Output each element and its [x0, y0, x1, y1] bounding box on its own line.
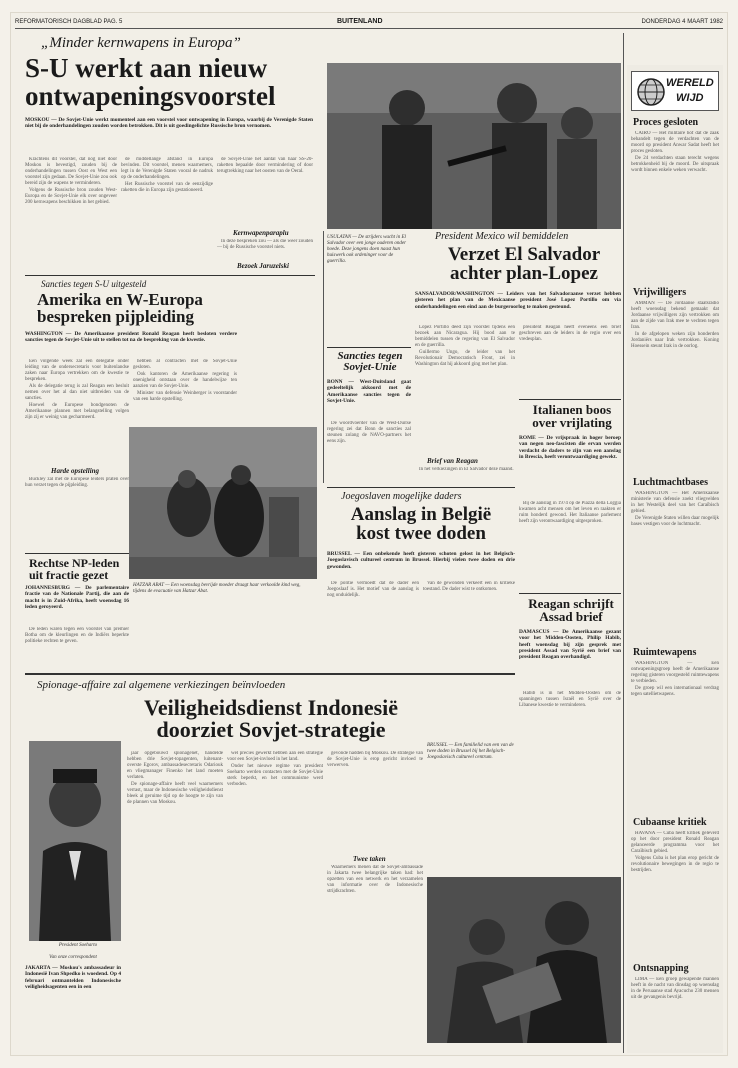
article8-body: Habib is in het Midden-Oosten om de spanningen tussen Israël en Syrië over de Libanese kwestie te verminderen.	[519, 691, 621, 708]
article9-photo-caption: President Soeharto	[58, 943, 98, 948]
article2-body-col1b: Buckley zal met de Europese leiders praten over hun verzet tegen de pijpleiding.	[25, 477, 129, 488]
article2-headline-line2: bespreken pijpleiding	[37, 307, 194, 327]
article4-lead: SANSALVADOR/WASHINGTON — Leiders van het Salvadoraanse verzet hebben gisteren het plan van de Mexicaanse president José Lopez Portillo om via onderhandelingen een eind aan de burgeroorlog te maken gesteund.	[415, 291, 621, 310]
wereldwijd-logo	[631, 71, 719, 111]
sidebar-wereldwijd	[627, 65, 723, 1053]
article6-lead: ROME — De vrijspraak in hoger beroep van negen neo-fascisten die ervan werden verdacht de daders te zijn van een aanslag in Brescia, heeft verontwaardiging gewekt.	[519, 435, 621, 460]
article1-subhead2: Bezoek Jaruzelski	[237, 262, 289, 270]
article7-body-col1: De politie vermoedt dat de dader een Joegoslaaf is. Het motief van de aanslag is nog onduidelijk.	[327, 581, 419, 598]
article4-body-col1b: In het verkiezingen in El Salvador deze maand.	[419, 467, 514, 472]
photo-soeharto	[29, 741, 121, 941]
article5-headline-line1: Sancties tegen	[337, 350, 403, 362]
photo-brussels-image	[427, 877, 621, 1043]
article7-headline-line2: kost twee doden	[356, 523, 486, 545]
masthead	[15, 15, 723, 29]
article9-body-col1: jaar opgebouwd spionagenet, handelde hebben drie Sovjet-topagenten, luitenant-overste Egorov, ambassadesecretaris Odariouk en vliegmanager Finenko het land moeten verlaten. De spionage-affaire heeft veel waarnemers verrast, maar de Indonesische veiligheidsdienst bleek al geruime tijd op de hoogte te zijn van de plannen van Moskou.	[127, 751, 223, 805]
article6-headline-line2: over vrijlating	[532, 415, 612, 431]
sidebar-item-text: AMMAN — De Jordaanse staatsradio heeft woensdag bekend gemaakt dat Jordaanse vrijwilligers zijn vertrokken om aan de zijde van Irak mee te vechten tegen Iran. In de afgelopen weken zijn honderden Jordaniërs naar Irak vertrokken. Koning Hoessein steunt Irak in de oorlog.	[631, 301, 719, 349]
masthead-left: REFORMATORISCH DAGBLAD PAG. 5	[15, 19, 123, 25]
article4-headline	[429, 245, 619, 284]
divider	[327, 347, 411, 348]
article7-headline-line1: Aanslag in België	[350, 504, 492, 525]
article3-headline-line2: uit fractie gezet	[29, 568, 109, 583]
article2-headline-line1: Amerika en W-Europa	[37, 290, 203, 309]
article1-body-col2: de middellange afstand in Europa bevinden. Dit voorstel, menen waarnemers, legt in de Verenigde Staten vooral de nadruk op de onderhandelingen. Het Russische voorstel van de eenzijdige raketten die in Europa zijn gestationeerd.	[121, 157, 213, 193]
article4-body-col1: Lopez Portillo deed zijn voorstel tijdens een bezoek aan Nicaragua. Hij bood aan te bemiddelen tussen de regering van El Salvador en de guerrilla. Guillermo Ungo, de leider van het Revolutionair Democratisch Front, zei in Washington dat hij akkoord ging met het plan.	[415, 325, 515, 367]
article7-body-col2: Van de gewonden verkeert een in kritieke toestand. De dader wist te ontkomen.	[423, 581, 515, 592]
article1-headline	[25, 55, 315, 110]
article5-body: De woordvoerder van de West-Duitse regering zei dat Bonn de sancties zal steunen zolang de NAVO-partners het eens zijn.	[327, 421, 411, 444]
photo-soeharto-image	[29, 741, 121, 941]
article2-subhead: Harde opstelling	[51, 467, 100, 475]
masthead-section: BUITENLAND	[337, 18, 383, 25]
logo-bottom: WIJD	[676, 92, 704, 104]
article1-kicker: „Minder kernwapens in Europa”	[41, 35, 241, 51]
article9-body-col2: wel precies gewerkt hebben aan een strategie voor een Sovjet-invloed in het land. Onder het nieuwe regime van president Soeharto werden contacten met de Sovjet-Unie sterk beperkt, en het communisme werd verboden.	[227, 751, 323, 787]
sidebar-item-title: Proces gesloten	[633, 117, 699, 128]
article1-subhead: Kernwapenparaplu	[233, 229, 289, 237]
divider	[25, 673, 515, 675]
sidebar-item-text	[631, 977, 719, 1053]
article7-kicker: Joegoslaven mogelijke daders	[341, 491, 462, 502]
article7-lead: BRUSSEL — Een onbekende heeft gisteren schoten gelost in het Belgisch-Joegoslavisch cultureel centrum in Brussel. Hierbij vielen twee doden en drie gewonden.	[327, 551, 515, 570]
article3-headline	[29, 557, 129, 581]
logo-top: WERELD	[666, 77, 714, 89]
article8-headline-line1: Reagan schrijft	[528, 596, 614, 611]
photo-brussels	[427, 877, 621, 1043]
sidebar-item-title: Ruimtewapens	[633, 647, 697, 658]
article5-headline-line2: Sovjet-Unie	[343, 361, 397, 374]
article2-lead: WASHINGTON — De Amerikaanse president Ronald Reagan heeft besloten verdere sancties tegen de Sovjet-Unie uit te stellen tot na de bespreking van de kwestie.	[25, 331, 237, 344]
article3-lead: JOHANNESBURG — De parlementaire fractie van de Nationale Partij, die aan de macht is in Zuid-Afrika, heeft woensdag 16 leden geroyeerd.	[25, 585, 129, 610]
newspaper-page	[10, 12, 728, 1056]
article9-body-col3: gevonde hadden bij Moskou. De strategie van de Sovjet-Unie is erop gericht invloed te verwerven.	[327, 751, 423, 768]
article2-body-col1: Een volgende week zal een delegatie onder leiding van de ondersecretaris voor buitenlandse zaken naar Europa vertrekken om de kwestie te bespreken. Als de delegatie terug is zal Reagan een besluit nemen over het al dan niet uitbreiden van de sancties. Hoewel de Europese bondgenoten de Amerikaanse plannen met belangstelling volgen zijn zij er weinig van gecharmeerd.	[25, 359, 129, 420]
article6-body: Bij de aanslag in 1974 op de Piazza della Loggia kwamen acht mensen om het leven en raakten er ruim honderd gewond. Het Italiaanse parlement heeft zijn verontwaardiging uitgesproken.	[519, 501, 621, 524]
article1-body-col1: Krachtens dit voorstel, dat nog niet door Moskou is bevestigd, zouden bij de onderhandelingen tussen Oost en West een voorstel zijn gedaan. De Sovjet-Unie zou ook bereid zijn de wapens te verminderen. Volgens de Russische bron zouden West-Europa en de Sovjet-Unie elk over ongeveer 200 kernwapens beschikken in het gebied.	[25, 157, 117, 205]
article1-lead: MOSKOU — De Sovjet-Unie werkt momenteel aan een voorstel voor ontwapening in Europa, waarbij de Verenigde Staten niet bij de onderhandelingen zouden worden betrokken. Dit is uit goedingelichte Russische bron vernomen.	[25, 117, 313, 130]
article1-headline-line2: ontwapeningsvoorstel	[25, 80, 276, 111]
article1-body-text: Krachtens dit voorstel, dat nog niet door Moskou is bevestigd, zouden bij de onderhandelingen tussen Oost en West een voorstel zijn gedaan. De Sovjet-Unie zou ook bereid zijn de wapens te verminderen.	[25, 157, 117, 186]
sidebar-item-text: HAVANA — Cuba heeft kritiek geleverd op het door president Ronald Reagan gelanceerde programma voor het Caraïbisch gebied. Volgens Cuba is het plan erop gericht de revolutionaire bewegingen in de regio te bestrijden.	[631, 831, 719, 873]
sidebar-item-title: Ontsnapping	[633, 963, 689, 974]
article2-body-col2: hebben al contracten met de Sovjet-Unie gesloten. Ook kantoren de Amerikaanse regering is onenigheid ontstaan over de handelwijze ten aanzien van de Sovjet-Unie. Minister van defensie Weinberger is voorstander van een harde opstelling.	[133, 359, 237, 402]
article9-headline-line2: doorziet Sovjet-strategie	[156, 717, 386, 743]
sidebar-item-text-1: AMMAN — De Jordaanse staatsradio heeft woensdag bekend gemaakt dat Jordaanse vrijwilligers zijn vertrokken om aan de zijde van Irak mee te vechten tegen Iran.	[631, 301, 719, 330]
article4-body-col2: president Reagan heeft eveneens een brief geschreven aan de leiders in de regio over een vredesplan.	[519, 325, 621, 342]
article8-headline-line2: Assad brief	[539, 609, 603, 625]
divider	[519, 593, 621, 594]
photo-el-salvador	[327, 63, 621, 229]
article6-headline-line1: Italianen boos	[532, 402, 612, 417]
article3-body: De leden waren tegen een voorstel van premier Botha om de kleurlingen en de Indiërs beperkte politieke rechten te geven.	[25, 627, 129, 644]
sidebar-item-title: Vrijwilligers	[633, 287, 687, 298]
photo-top-caption: USULATAN — De strijders wacht in El Salvador over een jonge ouderen onder hoede. Deze jongens doen naast hun huiswerk ook ordeninger voor de guerrilla.	[327, 235, 407, 264]
article9-headline	[111, 697, 431, 742]
photo-el-salvador-image	[327, 63, 621, 229]
article5-headline	[329, 351, 411, 373]
article4-headline-line2: achter plan-Lopez	[450, 263, 598, 285]
article6-headline	[523, 403, 621, 430]
sidebar-item-text-5: LIMA — Een groep gewapende mannen heeft in de nacht van dinsdag op woensdag in de Peruaanse stad Ayacucho 230 mensen uit de gevangenis bevrijd.	[631, 977, 719, 1000]
globe-icon	[636, 77, 666, 107]
divider	[25, 275, 315, 276]
sidebar-item-text-2: WASHINGTON — Het Amerikaanse ministerie van defensie zoekt vliegvelden in het Westelijk deel van het Caraïbisch gebied.	[631, 491, 719, 514]
article4-headline-line1: Verzet El Salvador	[447, 244, 601, 265]
photo-evacuation	[129, 427, 317, 579]
sidebar-item-text: CAIRO — Het militaire hof dat de zaak behandelt tegen de verdachten van de moord op president Anwar Sadat heeft het proces gesloten. De 24 verdachten staan terecht wegens betrokkenheid bij de moord. De uitspraak wordt binnen enkele weken verwacht.	[631, 131, 719, 173]
article3-photo-caption: HATZAR ABAT — Een woensdag bevrijde moeder draagt haar verkoolde kind weg, tijdens de evacuatie van Hatzar Abat.	[133, 583, 301, 594]
article2-kicker: Sancties tegen S-U uitgesteld	[41, 279, 147, 289]
sidebar-rule	[623, 33, 624, 1053]
masthead-date: DONDERDAG 4 MAART 1982	[641, 19, 723, 25]
article9-headline-line1: Veiligheidsdienst Indonesië	[143, 695, 399, 720]
sidebar-item-text-0: CAIRO — Het militaire hof dat de zaak behandelt tegen de verdachten van de moord op president Anwar Sadat heeft het proces gesloten.	[631, 131, 719, 154]
article1-headline-line1: S-U werkt aan nieuw	[25, 53, 268, 83]
sidebar-item-text-3: WASHINGTON — Een ontwapeningsgroep heeft de Amerikaanse regering gisteren voorgesteld ruimtewapens te verbieden.	[631, 661, 719, 684]
article4-kicker: President Mexico wil bemiddelen	[435, 231, 569, 242]
photo-evacuation-image	[129, 427, 317, 579]
column-rule	[323, 231, 324, 483]
article1-body-col3b: In deze bespreken zou — als die weer zouden — bij de Russische voorstel niets.	[217, 239, 313, 250]
article9-body-col3b: Waarnemers menen dat de Sovjet-ambassade in Jakarta twee belangrijke taken had: het opzetten van een netwerk en het verzamelen van informatie over de Indonesische strijdkrachten.	[327, 865, 423, 894]
sidebar-item-text-4: HAVANA — Cuba heeft kritiek geleverd op het door president Ronald Reagan gelanceerde programma voor het Caraïbisch gebied.	[631, 831, 719, 854]
article3-headline-line1: Rechtse NP-leden	[29, 556, 120, 570]
sidebar-item-title: Cubaanse kritiek	[633, 817, 707, 828]
article7-headline	[327, 505, 515, 544]
article5-lead: BONN — West-Duitsland gaat gedeeltelijk akkoord met de Amerikaanse sancties tegen de Sovjet-Unie.	[327, 379, 411, 404]
article8-headline	[521, 597, 621, 624]
divider	[519, 399, 621, 400]
sidebar-item-text: WASHINGTON — Het Amerikaanse ministerie van defensie zoekt vliegvelden in het Westelijk deel van het Caraïbisch gebied. De Verenigde Staten willen daar mogelijk bases vestigen voor de luchtmacht.	[631, 491, 719, 527]
article8-lead: DAMASCUS — De Amerikaanse gezant voor het Midden-Oosten, Philip Habib, heeft woensdag bij zijn gesprek met president Assad van Syrië een brief van president Reagan overhandigd.	[519, 629, 621, 661]
photo-bottom-caption: BRUSSEL — Een familielid van een van de twee doden in Brussel bij het Belgisch-Joegoslavisch cultureel centrum.	[427, 743, 514, 760]
article2-headline	[37, 291, 237, 326]
article9-lead: JAKARTA — Moskou's ambassadeur in Indonesië Ivan Shpedko is woedend. Op 4 februari ontmantelden Indonesische veiligheidsagenten een in een	[25, 965, 121, 990]
article9-subhead: Twee taken	[353, 855, 386, 863]
divider	[25, 553, 129, 554]
article1-body-col3: de Sovjet-Unie het aantal van haar SS-20-raketten bepaalde door vermindering of door terugtrekking naar het oosten van de Oeral.	[217, 157, 313, 174]
article4-subhead: Brief van Reagan	[427, 457, 478, 465]
article9-kicker: Spionage-affaire zal algemene verkiezingen beïnvloeden	[37, 679, 286, 691]
sidebar-item-title: Luchtmachtbases	[633, 477, 709, 488]
sidebar-item-text: WASHINGTON — Een ontwapeningsgroep heeft de Amerikaanse regering gisteren voorgesteld ruimtewapens te verbieden. De groep wil een internationaal verdrag tegen satellietwapens.	[631, 661, 719, 697]
article9-byline: Van onze correspondent	[49, 955, 97, 960]
divider	[327, 487, 515, 488]
